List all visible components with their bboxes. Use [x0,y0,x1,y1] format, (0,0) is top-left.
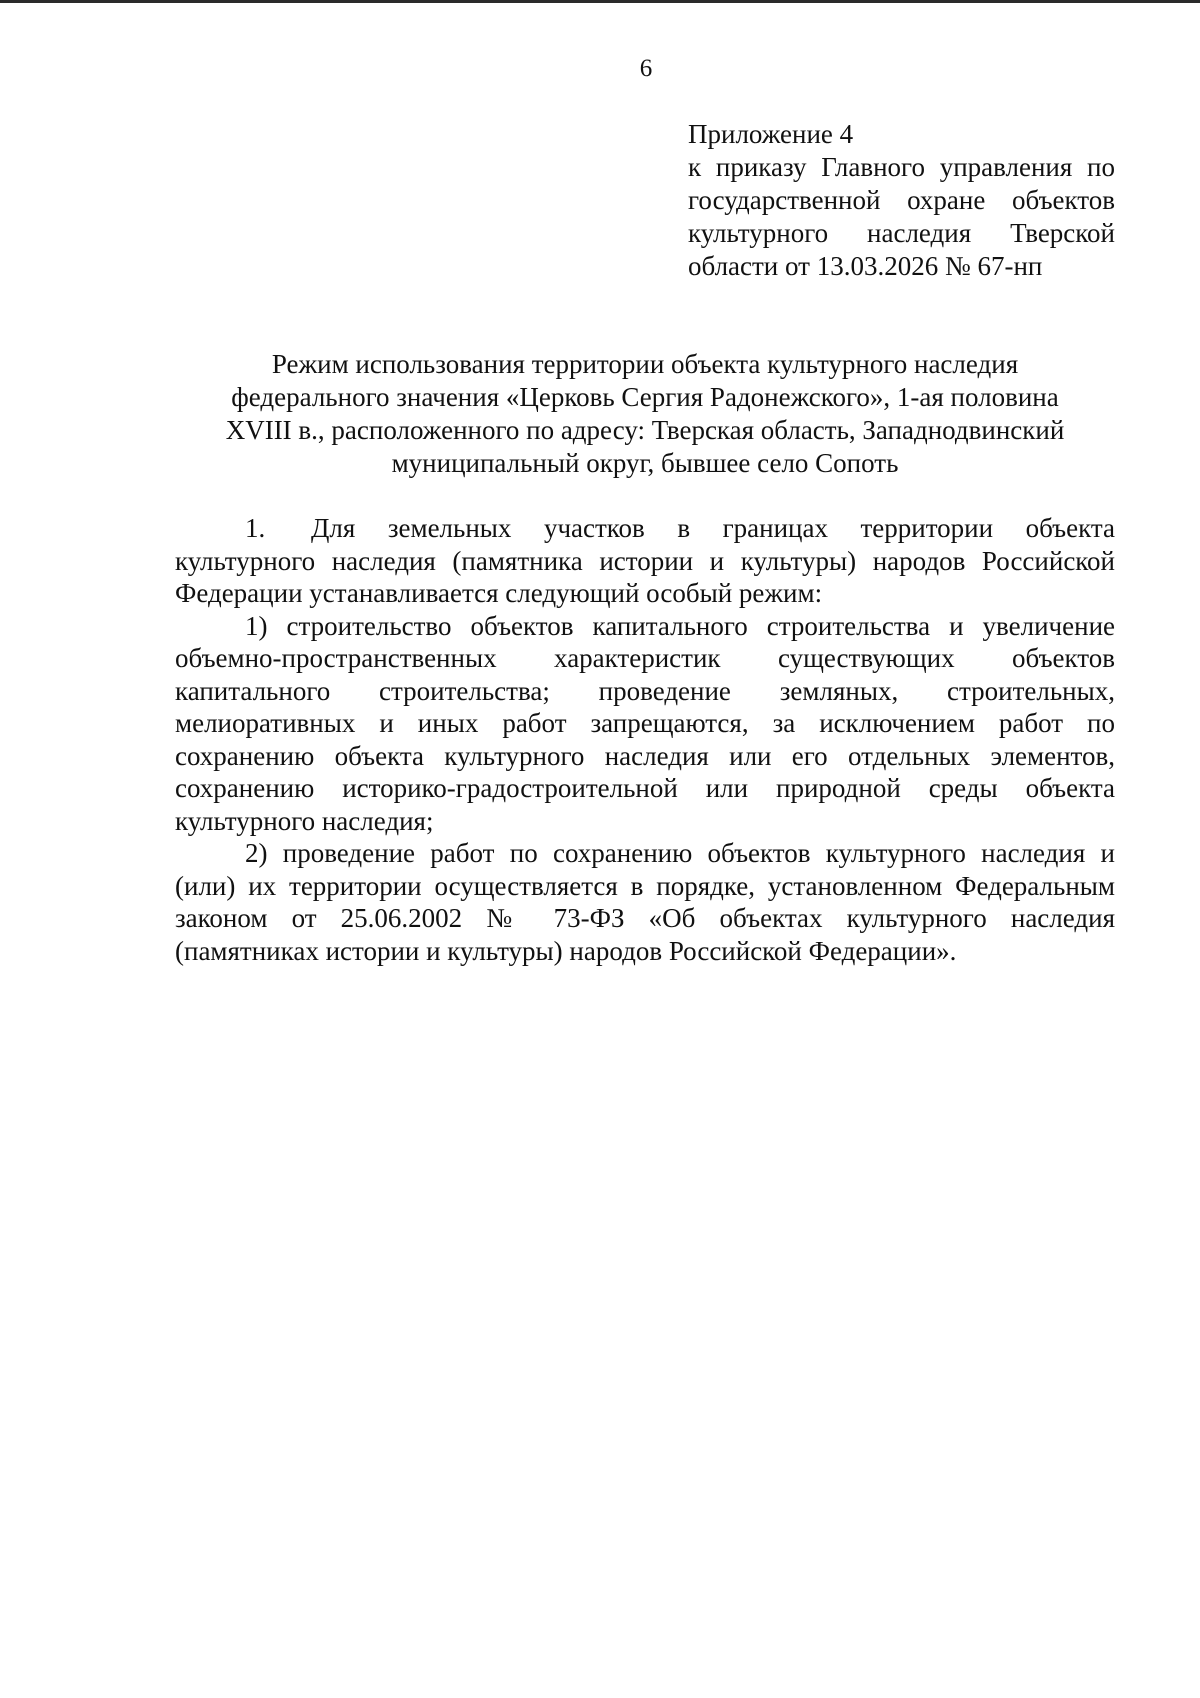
subitem-1-line: сохранению объекта культурного наследия или его отдельных элементов, [175,740,1115,771]
subitem-1-line: культурного наследия; [175,805,434,836]
appendix-header [688,118,1115,283]
item-1-line: Для земельных участков в границах территории объекта [311,513,1115,543]
subitem-1-line: сохранению историко-градостроительной или природной среды объекта [175,773,1115,803]
subitem-2-line: 2) проведение работ по сохранению объектов культурного наследия и [245,838,1115,868]
item-1-line: Федерации устанавливается следующий особый режим: [175,578,823,608]
appendix-line: области от 13.03.2026 № 67-нп [688,251,1043,281]
subitem-1-paragraph [175,610,1115,838]
item-1-line: культурного наследия (памятника истории и культуры) народов Российской [175,545,1115,576]
title-line: федерального значения «Церковь Сергия Радонежского», 1-ая половина [231,382,1059,412]
subitem-2-paragraph [175,837,1115,967]
item-1-paragraph [175,512,1115,610]
title-line: XVIII в., расположенного по адресу: Тверская область, Западнодвинский [225,415,1065,445]
scan-top-edge [0,0,1200,3]
appendix-line: культурного наследия Тверской [688,218,1115,248]
subitem-1-line: объемно-пространственных характеристик существующих объектов [175,643,1115,673]
item-1-number: 1. [245,513,266,543]
title-line: Режим использования территории объекта культурного наследия [271,349,1019,379]
appendix-line: государственной охране объектов [688,185,1115,215]
subitem-1-line: 1) строительство объектов капитального строительства и увеличение [245,610,1115,641]
subitem-2-line: (или) их территории осуществляется в порядке, установленном Федеральным [175,870,1115,901]
title-line: муниципальный округ, бывшее село Сопоть [391,448,899,478]
subitem-1-line: капитального строительства; проведение земляных, строительных, [175,675,1115,706]
page-number: 6 [639,55,653,82]
document-body [175,512,1115,967]
subitem-1-line: мелиоративных и иных работ запрещаются, за исключением работ по [175,708,1115,738]
item-1-first-line [175,512,1115,545]
appendix-line: Приложение 4 [688,119,854,149]
subitem-2-line: законом от 25.06.2002 № 73-ФЗ «Об объектах культурного наследия [175,903,1115,933]
appendix-line: к приказу Главного управления по [688,152,1115,182]
subitem-2-line: (памятниках истории и культуры) народов Российской Федерации». [175,935,957,966]
document-title [175,348,1115,480]
